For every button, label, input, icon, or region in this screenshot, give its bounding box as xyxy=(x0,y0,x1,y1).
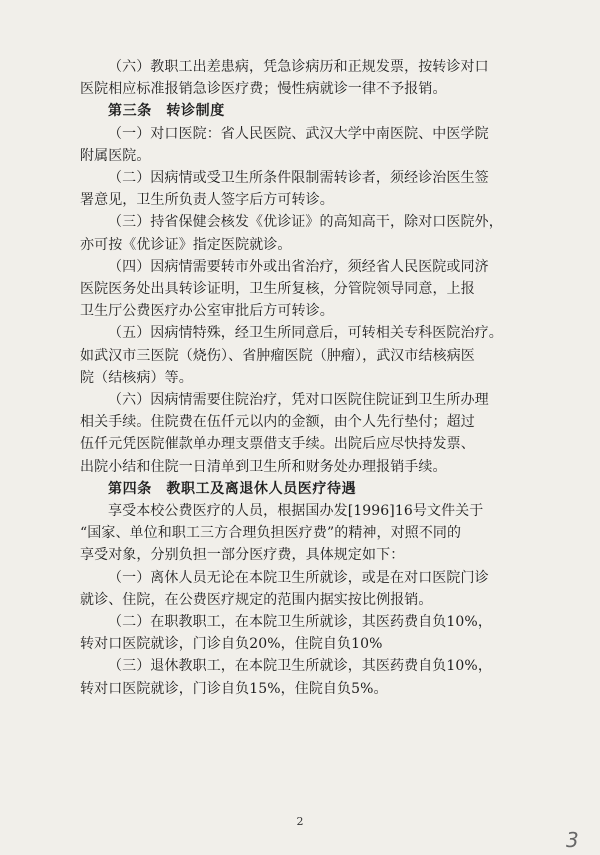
text-line: 转对口医院就诊，门诊自负20%，住院自负10% xyxy=(80,636,383,653)
handwritten-margin-mark: 3 xyxy=(566,828,579,852)
text-line: （一）对口医院：省人民医院、武汉大学中南医院、中医学院 xyxy=(108,125,489,142)
text-line: 转对口医院就诊，门诊自负15%，住院自负5%。 xyxy=(80,680,388,697)
section-heading: 第三条 转诊制度 xyxy=(108,103,225,120)
page-number: 2 xyxy=(296,815,304,828)
text-line: （五）因病情特殊，经卫生所同意后，可转相关专科医院治疗。 xyxy=(108,325,503,342)
text-line: 享受本校公费医疗的人员，根据国办发[1996]16号文件关于 xyxy=(108,503,484,520)
text-line: 院（结核病）等。 xyxy=(80,369,193,386)
text-line: 出院小结和住院一日清单到卫生所和财务处办理报销手续。 xyxy=(80,458,447,475)
text-line: （三）退休教职工，在本院卫生所就诊，其医药费自负10%， xyxy=(108,658,492,675)
text-line: “国家、单位和职工三方合理负担医疗费”的精神，对照不同的 xyxy=(80,525,462,542)
text-line: （二）在职教职工，在本院卫生所就诊，其医药费自负10%， xyxy=(108,614,492,631)
text-line: （二）因病情或受卫生所条件限制需转诊者，须经诊治医生签 xyxy=(108,170,489,187)
text-line: 卫生厅公费医疗办公室审批后方可转诊。 xyxy=(80,303,334,320)
text-line: （一）离休人员无论在本院卫生所就诊，或是在对口医院门诊 xyxy=(108,569,489,586)
text-line: 医院医务处出具转诊证明，卫生所复核，分管院领导同意，上报 xyxy=(80,281,475,298)
text-line: （六）因病情需要住院治疗，凭对口医院住院证到卫生所办理 xyxy=(108,392,489,409)
text-line: 亦可按《优诊证》指定医院就诊。 xyxy=(80,236,292,253)
text-line: 署意见，卫生所负责人签字后方可转诊。 xyxy=(80,192,334,209)
text-line: 医院相应标准报销急诊医疗费；慢性病就诊一律不予报销。 xyxy=(80,81,447,98)
text-line: （六）教职工出差患病，凭急诊病历和正规发票，按转诊对口 xyxy=(108,59,489,75)
text-line: 伍仟元凭医院催款单办理支票借支手续。出院后应尽快持发票、 xyxy=(80,436,475,453)
body-text xyxy=(80,56,512,700)
text-line: 就诊、住院，在公费医疗规定的范围内据实按比例报销。 xyxy=(80,591,433,608)
text-line: 如武汉市三医院（烧伤）、省肿瘤医院（肿瘤），武汉市结核病医 xyxy=(80,347,475,364)
text-line: 享受对象，分别负担一部分医疗费，具体规定如下： xyxy=(80,547,405,564)
section-heading: 第四条 教职工及离退休人员医疗待遇 xyxy=(108,480,357,497)
text-line: 附属医院。 xyxy=(80,147,151,164)
text-line: 相关手续。住院费在伍仟元以内的金额，由个人先行垫付；超过 xyxy=(80,414,475,431)
text-line: （三）持省保健会核发《优诊证》的高知高干，除对口医院外， xyxy=(108,214,503,231)
text-line: （四）因病情需要转市外或出省治疗，须经省人民医院或同济 xyxy=(108,258,489,275)
